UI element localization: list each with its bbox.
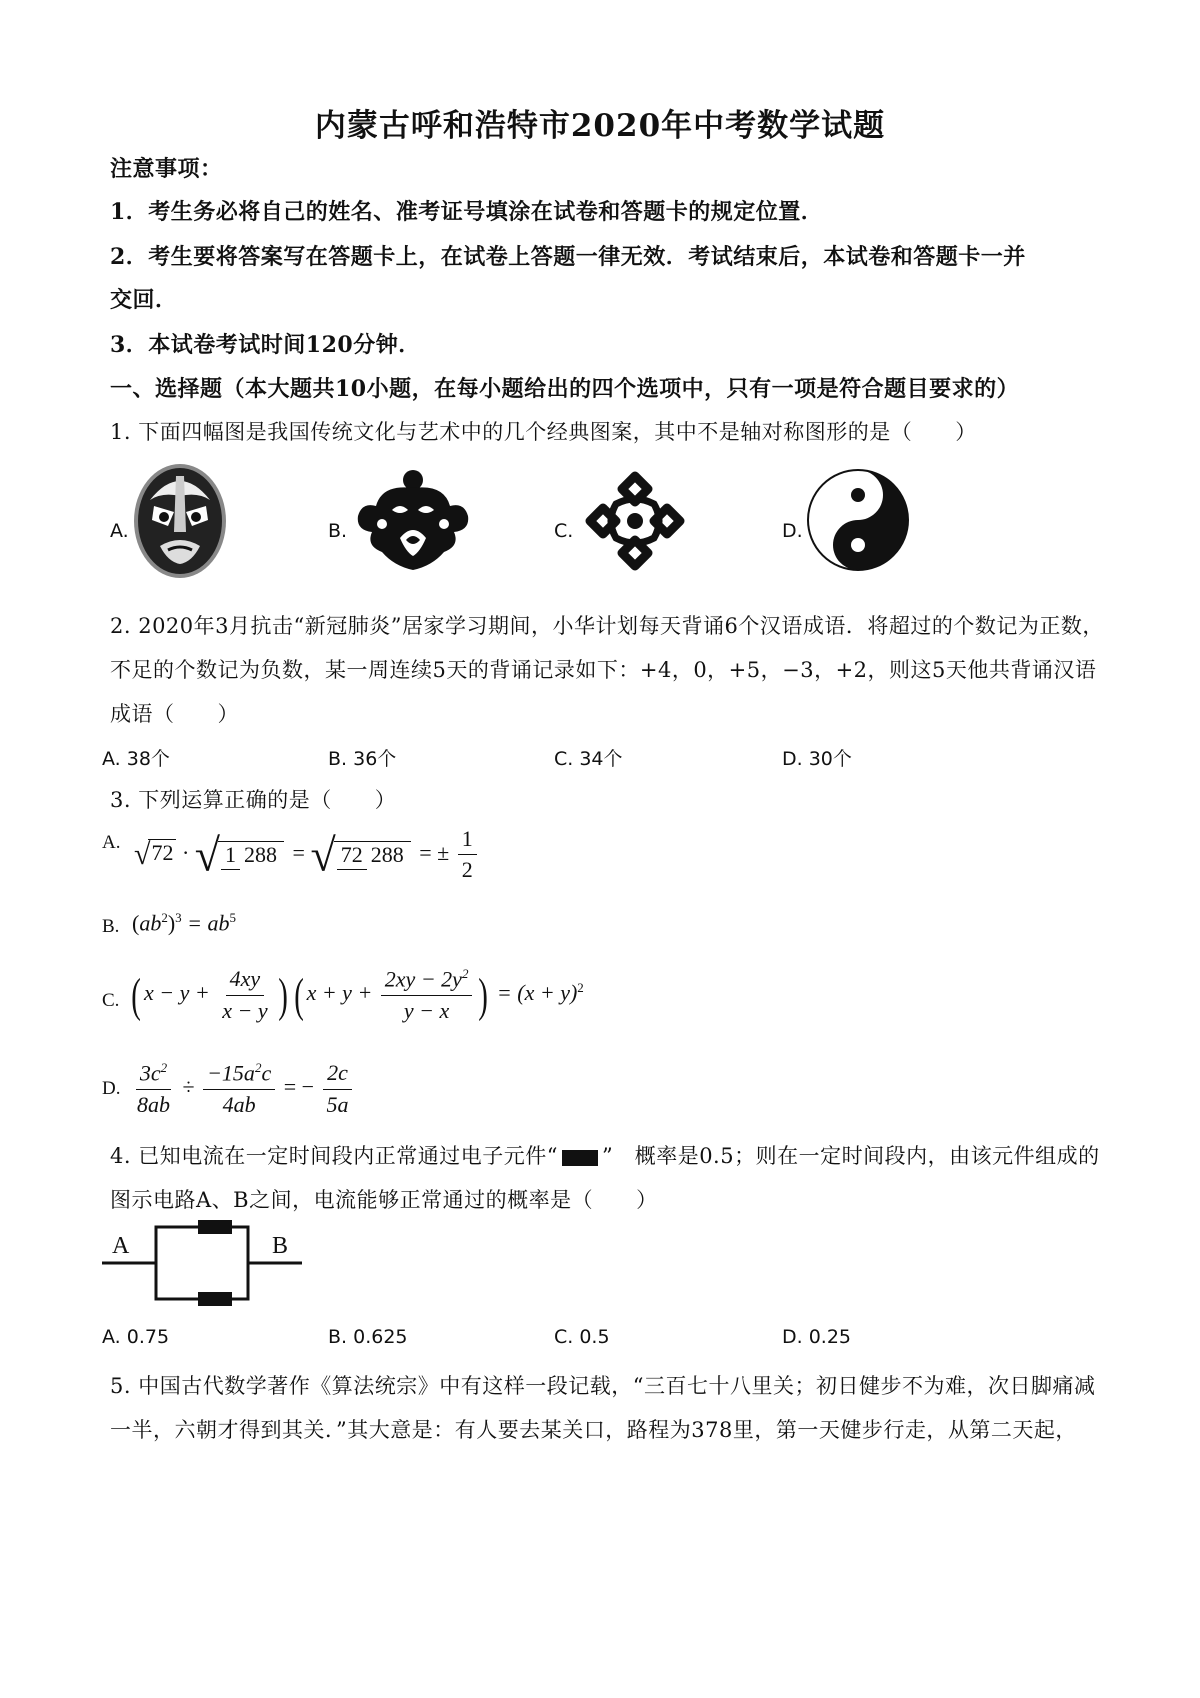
note-item: 1．考生务必将自己的姓名、准考证号填涂在试卷和答题卡的规定位置． xyxy=(110,199,824,225)
q3-option-a-expr: √72 · √ 1 288 = √ 72 288 = ± $\frac{1}{2}$ xyxy=(134,826,480,884)
circuit-diagram xyxy=(100,1215,305,1310)
q3-option-d-label: D. xyxy=(102,1078,121,1099)
fraction: 1 288 xyxy=(218,841,284,868)
resistor-top xyxy=(198,1220,232,1234)
note-item: 3．本试卷考试时间120分钟． xyxy=(110,332,421,358)
node-b-label: B xyxy=(272,1233,289,1259)
q3-option-d-expr: $\frac{3c^2}{8ab}$ ÷ $\frac{-15a^2c}{4ab}$ = − $\frac{2c}{5a}$ xyxy=(130,1060,356,1118)
ornament-pattern-icon xyxy=(352,466,474,574)
fraction: $\frac{3c^2}{8ab}$ xyxy=(137,1060,170,1117)
q4-option-a: A. 0.75 xyxy=(102,1326,170,1348)
section-heading: 一、选择题（本大题共10小题，在每小题给出的四个选项中，只有一项是符合题目要求的） xyxy=(110,376,1020,402)
q1-option-b-label: B. xyxy=(328,520,348,542)
q2-option-a: A. 38个 xyxy=(102,748,170,770)
resistor-bottom xyxy=(198,1292,232,1306)
q2-option-c: C. 34个 xyxy=(554,748,623,770)
fraction: $\frac{2xy - 2y^2}{y - x}$ xyxy=(381,966,473,1024)
q1-option-d-label: D. xyxy=(782,520,803,542)
question-2-line: 成语（ ） xyxy=(110,702,239,726)
q1-option-a-label: A. xyxy=(110,520,129,542)
page-title: 内蒙古呼和浩特市2020年中考数学试题 xyxy=(314,108,886,144)
note-item: 交回． xyxy=(110,287,178,313)
question-2-line: 不足的个数记为负数，某一周连续5天的背诵记录如下：+4，0，+5，−3，+2，则这5天他共背诵汉语 xyxy=(110,658,1097,682)
q4-option-b: B. 0.625 xyxy=(328,1326,408,1348)
q1-option-c-label: C. xyxy=(554,520,574,542)
question-1-stem: 1. 下面四幅图是我国传统文化与艺术中的几个经典图案，其中不是轴对称图形的是（ ） xyxy=(110,420,977,444)
component-icon xyxy=(562,1150,598,1166)
question-5-line: 5. 中国古代数学著作《算法统宗》中有这样一段记载，“三百七十八里关；初日健步不为难，次日脚痛减 xyxy=(110,1374,1096,1398)
q4-option-c: C. 0.5 xyxy=(554,1326,610,1348)
fraction: $\frac{4xy}{x - y}$ xyxy=(222,966,268,1023)
q2-option-b: B. 36个 xyxy=(328,748,397,770)
fraction: $\frac{1}{2}$ xyxy=(458,826,477,884)
knot-pattern-icon xyxy=(582,470,688,572)
question-2-line: 2. 2020年3月抗击“新冠肺炎”居家学习期间，小华计划每天背诵6个汉语成语．将超过的个数记为正数， xyxy=(110,614,1104,638)
question-4-line: 图示电路A、B之间，电流能够正常通过的概率是（ ） xyxy=(110,1188,658,1212)
question-5-line: 一半，六朝才得到其关．”其大意是：有人要去某关口，路程为378里，第一天健步行走，从第二天起， xyxy=(110,1418,1077,1442)
question-3-stem: 3. 下列运算正确的是（ ） xyxy=(110,788,397,812)
yin-yang-icon xyxy=(806,468,910,572)
node-a-label: A xyxy=(112,1233,130,1259)
note-item: 2．考生要将答案写在答题卡上，在试卷上答题一律无效．考试结束后，本试卷和答题卡一并 xyxy=(110,244,1026,270)
q3-option-b-label: B. xyxy=(102,916,120,937)
q3-option-b-expr: $(ab^2)^3 = ab^5$ xyxy=(132,910,237,936)
notes-heading: 注意事项： xyxy=(110,156,223,182)
fraction: $\frac{-15a^2c}{4ab}$ xyxy=(203,1060,275,1118)
q4-option-d: D. 0.25 xyxy=(782,1326,852,1348)
q3-option-c-expr: ( x − y + $\frac{4xy}{x - y}$ ) ( x + y + $\frac{2xy - 2y^2}{y - x}$ ) = $(x + y)^2$ xyxy=(131,966,584,1023)
radicand: 72 xyxy=(148,839,176,866)
fraction: 72 288 xyxy=(334,841,411,868)
q3-option-c-label: C. xyxy=(102,990,120,1011)
q2-option-d: D. 30个 xyxy=(782,748,852,770)
opera-mask-icon xyxy=(132,462,228,580)
q3-option-a-label: A. xyxy=(102,832,121,853)
question-4-line: 4. 已知电流在一定时间段内正常通过电子元件“ ” 概率是0.5；则在一定时间段内，由该元件组成的 xyxy=(110,1144,1100,1168)
fraction: $\frac{2c}{5a}$ xyxy=(323,1060,353,1118)
